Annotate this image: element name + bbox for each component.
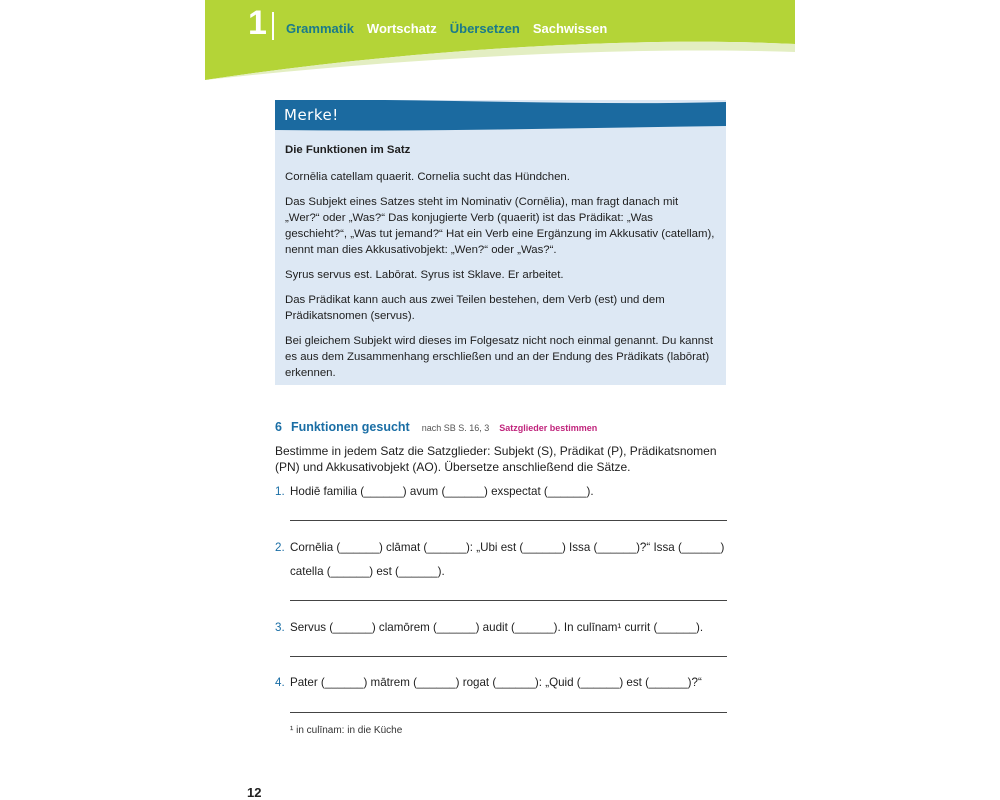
nav-grammatik[interactable]: Grammatik: [286, 21, 354, 36]
item-number: 4.: [275, 676, 285, 689]
merke-header: [275, 100, 726, 132]
item-sentence-cont: catella (______) est (______).: [290, 565, 445, 578]
answer-line-2[interactable]: [290, 600, 727, 601]
item-sentence: Cornēlia (______) clāmat (______): „Ubi est (______) Issa (______)?“ Issa (______): [290, 541, 725, 554]
page-number: 12: [247, 785, 262, 800]
merke-explanation-1: Das Subjekt eines Satzes steht im Nominativ (Cornēlia), man fragt danach mit „Wer?“ oder „Was?“ Das konjugierte Verb (quaerit) ist das Prädikat: „Was geschieht?“, „Was tut jemand?“ Hat ein Verb eine Ergänzung im Akkusativ (catellam), nennt man dies Akkusativobjekt: „Wen?“ oder „Was?“.: [285, 196, 715, 256]
exercise-item-3: [275, 621, 703, 634]
item-number: 3.: [275, 621, 285, 634]
exercise-item-2: [275, 541, 724, 554]
exercise-item-1: [275, 485, 594, 498]
exercise-heading: [275, 420, 597, 434]
merke-example-1: Cornēlia catellam quaerit. Cornelia sucht das Hündchen.: [285, 171, 570, 183]
chapter-divider: [272, 12, 274, 40]
chapter-number: 1: [248, 4, 267, 42]
merke-title: Merke!: [284, 106, 339, 124]
item-sentence: Hodiē familia (______) avum (______) exspectat (______).: [290, 485, 594, 498]
section-nav: [286, 21, 607, 36]
merke-box: [275, 100, 726, 385]
merke-example-2: Syrus servus est. Labōrat. Syrus ist Sklave. Er arbeitet.: [285, 269, 564, 281]
exercise-item-2-cont: [290, 565, 445, 578]
exercise-item-4: [275, 676, 702, 689]
answer-line-3[interactable]: [290, 656, 727, 657]
item-number: 2.: [275, 541, 285, 554]
nav-sachwissen[interactable]: Sachwissen: [532, 21, 608, 36]
merke-explanation-2: Das Prädikat kann auch aus zwei Teilen bestehen, dem Verb (est) und dem Prädikatsnomen (servus).: [285, 294, 665, 322]
merke-explanation-3: Bei gleichem Subjekt wird dieses im Folgesatz nicht noch einmal genannt. Du kannst es aus dem Zusammenhang erschließen und an der Endung des Prädikats (labōrat) erkennen.: [285, 335, 714, 379]
nav-wortschatz[interactable]: Wortschatz: [366, 21, 437, 36]
answer-line-1[interactable]: [290, 520, 727, 521]
header-band: [205, 0, 795, 80]
merke-heading: Die Funktionen im Satz: [285, 144, 411, 156]
exercise-instruction: Bestimme in jedem Satz die Satzglieder: Subjekt (S), Prädikat (P), Prädikatsnomen (PN) und Akkusativobjekt (AO). Übersetze anschließend die Sätze.: [275, 444, 717, 474]
answer-line-4[interactable]: [290, 712, 727, 713]
item-sentence: Servus (______) clamōrem (______) audit (______). In culīnam¹ currit (______).: [290, 621, 704, 634]
exercise-title: Funktionen gesucht: [290, 420, 410, 434]
nav-uebersetzen[interactable]: Übersetzen: [449, 21, 520, 36]
exercise-reference: nach SB S. 16, 3: [421, 423, 490, 433]
exercise-number: 6: [275, 420, 282, 434]
item-number: 1.: [275, 485, 285, 498]
item-sentence: Pater (______) mātrem (______) rogat (______): „Quid (______) est (______)?“: [290, 676, 702, 689]
footnote: ¹ in culīnam: in die Küche: [290, 725, 403, 736]
exercise-tag: Satzglieder bestimmen: [499, 423, 598, 433]
